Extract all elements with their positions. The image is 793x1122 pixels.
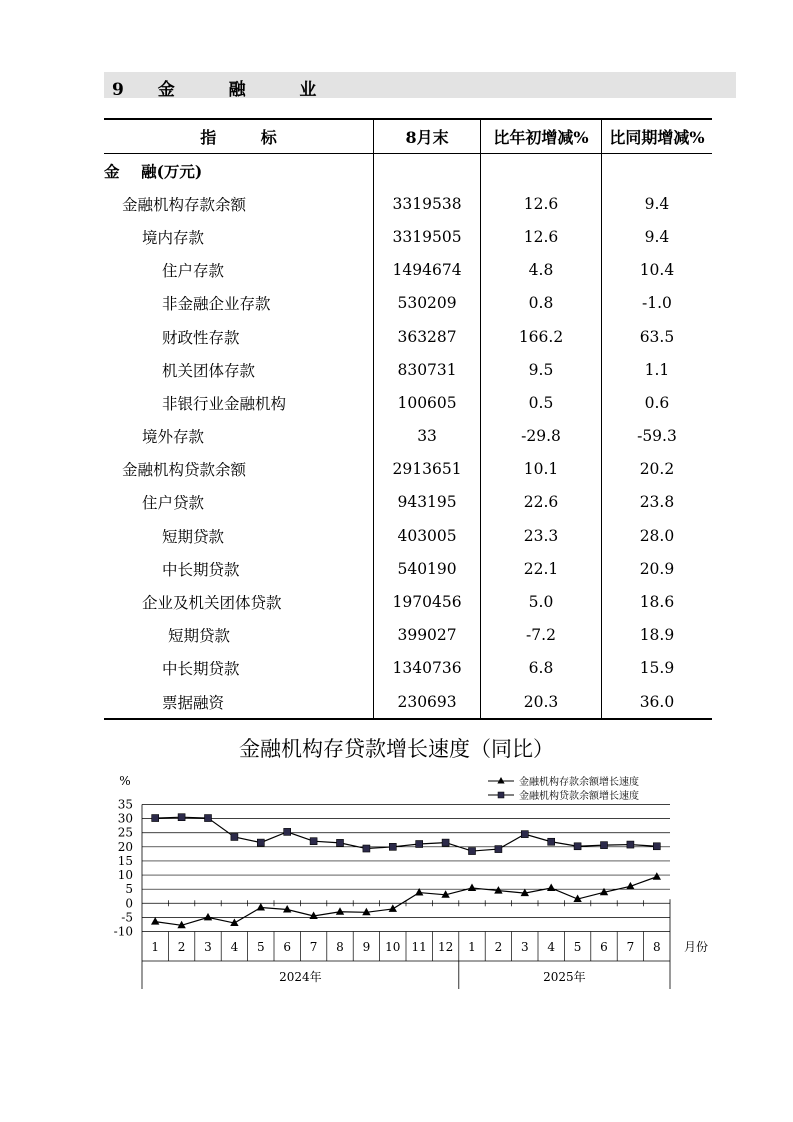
legend-marker-square [498, 792, 504, 798]
y-tick-label: -10 [113, 924, 133, 939]
row-yoy-change: -1.0 [601, 287, 712, 320]
row-label: 住户存款 [162, 262, 225, 281]
row-ytd-change: -29.8 [481, 420, 602, 453]
legend-label: 金融机构贷款余额增长速度 [519, 791, 639, 802]
loan-point [574, 843, 581, 850]
table-header-row [104, 119, 712, 154]
row-ytd-change: 12.6 [481, 187, 602, 220]
row-yoy-change: 20.9 [601, 552, 712, 585]
row-value: 100605 [374, 386, 481, 419]
loan-point [601, 842, 608, 849]
y-tick-label: 0 [125, 896, 133, 911]
row-label: 财政性存款 [162, 328, 240, 347]
x-tick-label: 5 [573, 940, 582, 954]
row-ytd-change: 4.8 [481, 254, 602, 287]
header-end-of-month: 8月末 [374, 119, 481, 154]
deposit-point [204, 913, 212, 921]
deposit-point [336, 907, 344, 915]
row-label: 金 融(万元) [104, 161, 203, 181]
loan-point [495, 846, 502, 853]
loan-point [310, 838, 317, 845]
table-row [104, 585, 712, 618]
legend-label: 金融机构存款余额增长速度 [519, 777, 639, 788]
row-ytd-change [481, 154, 602, 188]
x-tick-label: 3 [520, 940, 529, 954]
x-tick-label: 5 [256, 940, 265, 954]
row-value [374, 154, 481, 188]
row-yoy-change: 0.6 [601, 386, 712, 419]
row-yoy-change: 63.5 [601, 320, 712, 353]
row-yoy-change: 1.1 [601, 353, 712, 386]
table-row [104, 552, 712, 585]
loan-point [337, 839, 344, 846]
row-yoy-change: 9.4 [601, 220, 712, 253]
row-yoy-change: 20.2 [601, 453, 712, 486]
header-indicator: 指 标 [104, 119, 374, 154]
x-axis-label: 月份 [684, 940, 709, 954]
row-value: 2913651 [374, 453, 481, 486]
row-ytd-change: 12.6 [481, 220, 602, 253]
x-tick-label: 7 [309, 940, 318, 954]
row-ytd-change: 0.8 [481, 287, 602, 320]
table-row [104, 320, 712, 353]
finance-table [104, 118, 712, 720]
row-label: 机关团体存款 [162, 361, 256, 380]
row-ytd-change: 9.5 [481, 353, 602, 386]
loan-point [389, 843, 396, 850]
row-value: 1970456 [374, 585, 481, 618]
loan-point [231, 833, 238, 840]
x-tick-label: 7 [626, 940, 635, 954]
row-label: 非金融企业存款 [162, 295, 271, 314]
row-value: 230693 [374, 685, 481, 719]
deposit-point [653, 872, 661, 880]
table-row [104, 187, 712, 220]
row-yoy-change [601, 154, 712, 188]
row-label: 企业及机关团体贷款 [142, 594, 282, 613]
x-tick-label: 2 [177, 940, 186, 954]
header-ytd-change: 比年初增减% [481, 119, 602, 154]
year-label: 2024年 [279, 970, 322, 984]
table-row [104, 519, 712, 552]
x-tick-label: 8 [652, 940, 661, 954]
table-row [104, 154, 712, 188]
deposit-growth-line [155, 877, 657, 926]
row-ytd-change: 23.3 [481, 519, 602, 552]
x-tick-label: 9 [362, 940, 371, 954]
row-ytd-change: 22.6 [481, 486, 602, 519]
loan-point [469, 848, 476, 855]
row-yoy-change: 15.9 [601, 652, 712, 685]
loan-point [442, 839, 449, 846]
row-ytd-change: 5.0 [481, 585, 602, 618]
row-label: 短期贷款 [168, 627, 231, 646]
row-yoy-change: 18.9 [601, 619, 712, 652]
row-value: 403005 [374, 519, 481, 552]
x-tick-label: 4 [230, 940, 239, 954]
y-tick-label: 35 [117, 797, 133, 812]
row-value: 1340736 [374, 652, 481, 685]
row-yoy-change: 36.0 [601, 685, 712, 719]
row-ytd-change: 22.1 [481, 552, 602, 585]
y-tick-label: 20 [117, 839, 133, 854]
x-tick-label: 2 [494, 940, 503, 954]
table-row [104, 453, 712, 486]
row-ytd-change: 10.1 [481, 453, 602, 486]
loan-point [363, 845, 370, 852]
x-tick-label: 3 [204, 940, 212, 954]
row-yoy-change: 18.6 [601, 585, 712, 618]
row-label: 票据融资 [104, 685, 374, 719]
loan-point [521, 831, 528, 838]
x-tick-label: 6 [283, 940, 292, 954]
row-value: 1494674 [374, 254, 481, 287]
row-label: 境内存款 [142, 228, 205, 247]
x-tick-label: 1 [151, 940, 160, 954]
loan-point [416, 841, 423, 848]
loan-growth-line [155, 817, 657, 851]
loan-point [152, 815, 159, 822]
row-yoy-change: 23.8 [601, 486, 712, 519]
section-header-bar [104, 72, 736, 98]
growth-line-chart [0, 765, 793, 1000]
row-value: 363287 [374, 320, 481, 353]
row-value: 399027 [374, 619, 481, 652]
deposit-point [257, 903, 265, 911]
table-row [104, 652, 712, 685]
x-tick-label: 12 [437, 940, 454, 954]
deposit-point [151, 917, 159, 925]
row-ytd-change: -7.2 [481, 619, 602, 652]
table-row [104, 353, 712, 386]
loan-point [284, 828, 291, 835]
loan-point [548, 838, 555, 845]
table-row [104, 220, 712, 253]
row-yoy-change: 10.4 [601, 254, 712, 287]
table-row [104, 254, 712, 287]
y-axis-label: % [119, 774, 131, 788]
row-label: 短期贷款 [162, 527, 225, 546]
table-row [104, 486, 712, 519]
x-tick-label: 8 [336, 940, 344, 954]
year-label: 2025年 [543, 970, 586, 984]
table-row [104, 420, 712, 453]
row-value: 3319538 [374, 187, 481, 220]
row-label: 中长期贷款 [162, 560, 240, 579]
y-tick-label: 5 [125, 882, 133, 897]
row-label: 境外存款 [142, 428, 205, 447]
row-value: 830731 [374, 353, 481, 386]
x-tick-label: 1 [468, 940, 476, 954]
row-yoy-change: 9.4 [601, 187, 712, 220]
deposit-point [547, 884, 555, 892]
row-label: 中长期贷款 [162, 660, 240, 679]
row-label: 住户贷款 [142, 494, 205, 513]
row-ytd-change: 6.8 [481, 652, 602, 685]
row-value: 540190 [374, 552, 481, 585]
deposit-point [468, 884, 476, 892]
loan-point [205, 815, 212, 822]
row-label: 非银行业金融机构 [162, 394, 287, 413]
row-value: 3319505 [374, 220, 481, 253]
section-title: 9 金 融 业 [112, 80, 331, 100]
table-row [104, 386, 712, 419]
row-value: 33 [374, 420, 481, 453]
legend-marker-triangle [497, 777, 504, 784]
loan-point [653, 843, 660, 850]
y-tick-label: 10 [117, 868, 133, 883]
x-tick-label: 6 [600, 940, 608, 954]
table-row [104, 619, 712, 652]
row-yoy-change: 28.0 [601, 519, 712, 552]
row-value: 943195 [374, 486, 481, 519]
x-tick-label: 11 [411, 940, 427, 954]
y-tick-label: 30 [117, 811, 133, 826]
loan-point [178, 814, 185, 821]
row-label: 金融机构贷款余额 [122, 461, 247, 480]
x-tick-label: 10 [385, 940, 401, 954]
loan-point [257, 839, 264, 846]
y-tick-label: -5 [121, 910, 133, 925]
row-ytd-change: 20.3 [481, 685, 602, 719]
row-label: 金融机构存款余额 [122, 195, 247, 214]
deposit-point [389, 904, 397, 912]
table-row [104, 685, 712, 719]
table-row [104, 287, 712, 320]
row-yoy-change: -59.3 [601, 420, 712, 453]
x-tick-label: 4 [547, 940, 556, 954]
row-ytd-change: 166.2 [481, 320, 602, 353]
loan-point [627, 841, 634, 848]
header-yoy-change: 比同期增减% [601, 119, 712, 154]
y-tick-label: 25 [117, 825, 133, 840]
y-tick-label: 15 [117, 853, 133, 868]
row-ytd-change: 0.5 [481, 386, 602, 419]
row-value: 530209 [374, 287, 481, 320]
chart-title: 金融机构存贷款增长速度（同比） [239, 737, 554, 761]
